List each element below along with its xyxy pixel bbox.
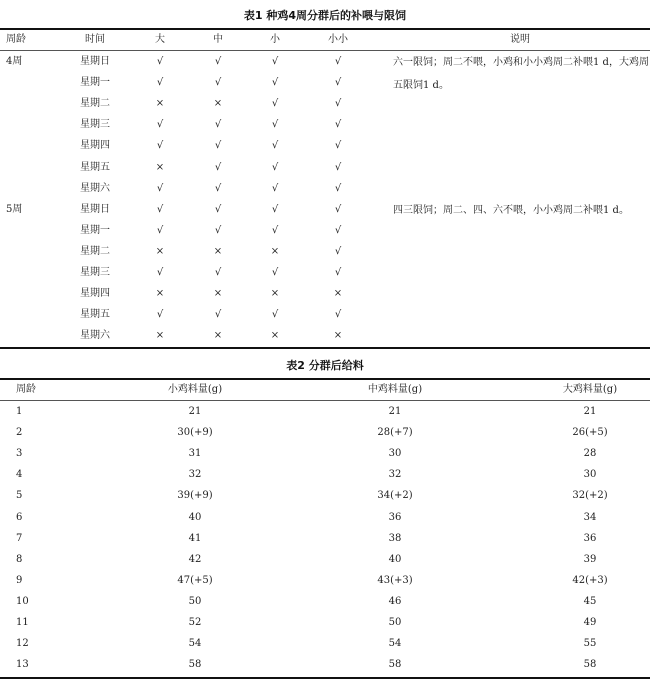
t2-cell-small: 42 <box>188 553 202 565</box>
t2-cell-large: 49 <box>583 617 597 628</box>
t2-cell-large: 21 <box>583 406 597 417</box>
table-row <box>0 591 650 613</box>
t1-cell-small: × <box>270 288 280 300</box>
table-row <box>0 464 650 486</box>
t1-cell-tiny: × <box>333 288 343 300</box>
t1-cell-small: √ <box>271 267 279 278</box>
t2-cell-small: 52 <box>188 617 202 628</box>
t1-cell-week <box>6 220 46 242</box>
t2-cell-week: 10 <box>16 595 29 607</box>
t1-cell-medium: × <box>213 330 223 342</box>
t1-cell-day: 星期四 <box>80 140 110 152</box>
t1-cell-small: √ <box>271 309 279 321</box>
t2-cell-large: 55 <box>583 638 597 650</box>
t2-cell-medium: 28(+7) <box>377 427 413 439</box>
t1-cell-large: × <box>155 245 165 257</box>
t1-cell-week <box>6 304 46 326</box>
t1-cell-small: √ <box>271 203 279 215</box>
t1-cell-medium: √ <box>214 140 222 152</box>
t1-cell-medium: √ <box>214 309 222 321</box>
t1-cell-medium: × <box>213 245 223 257</box>
table-row <box>0 283 650 305</box>
t1-header-tiny: 小小 <box>328 34 348 45</box>
table-row <box>0 507 650 529</box>
table-row <box>0 633 650 655</box>
t1-cell-week <box>6 93 46 115</box>
t1-cell-small: √ <box>271 56 279 67</box>
t1-cell-medium: × <box>213 288 223 300</box>
t1-header-week: 周龄 <box>6 34 26 45</box>
t1-cell-small: √ <box>271 182 279 194</box>
t1-cell-day: 星期一 <box>80 77 110 89</box>
t2-cell-medium: 36 <box>388 511 402 523</box>
t1-cell-medium: √ <box>214 56 222 67</box>
t1-cell-small: √ <box>271 224 279 236</box>
t1-header-medium: 中 <box>213 34 223 45</box>
t1-cell-medium: √ <box>214 182 222 194</box>
t1-cell-week <box>6 178 46 200</box>
t2-header-large: 大鸡料量(g) <box>562 384 618 395</box>
t2-cell-large: 32(+2) <box>572 490 608 502</box>
t2-cell-large: 26(+5) <box>572 427 608 439</box>
t2-cell-medium: 21 <box>388 406 402 417</box>
t1-cell-week <box>6 241 46 263</box>
t2-cell-small: 31 <box>188 448 202 460</box>
table1-header-row <box>0 29 650 51</box>
t2-cell-small: 30(+9) <box>177 427 213 439</box>
table1-bottom-rule <box>0 347 650 349</box>
table-row <box>0 485 650 507</box>
t2-cell-medium: 58 <box>388 659 402 671</box>
t1-cell-medium: √ <box>214 224 222 236</box>
t2-cell-medium: 46 <box>388 595 402 607</box>
t1-cell-large: √ <box>156 267 164 278</box>
t1-cell-week: 4周 <box>6 56 23 67</box>
t1-cell-small: × <box>270 245 280 257</box>
t1-cell-tiny: √ <box>334 119 342 131</box>
t1-cell-medium: √ <box>214 203 222 215</box>
t2-cell-week: 2 <box>16 427 23 439</box>
t1-cell-week <box>6 283 46 305</box>
t2-cell-medium: 32 <box>388 469 402 481</box>
table-row <box>0 157 650 179</box>
t2-cell-small: 54 <box>188 638 202 650</box>
table-row <box>0 401 650 423</box>
t2-cell-medium: 38 <box>388 532 402 544</box>
t1-cell-small: √ <box>271 161 279 173</box>
t2-cell-week: 5 <box>16 490 23 502</box>
t1-cell-day: 星期五 <box>80 309 110 321</box>
t2-cell-week: 1 <box>16 406 23 417</box>
t1-cell-medium: × <box>213 98 223 110</box>
t2-cell-medium: 50 <box>388 617 402 628</box>
t2-cell-week: 8 <box>16 553 23 565</box>
t2-cell-week: 9 <box>16 574 23 586</box>
t1-cell-day: 星期六 <box>80 330 110 342</box>
t1-cell-tiny: √ <box>334 203 342 215</box>
t2-cell-small: 21 <box>188 406 202 417</box>
t2-cell-large: 28 <box>583 448 597 460</box>
t1-cell-large: × <box>155 288 165 300</box>
t2-cell-week: 7 <box>16 532 23 544</box>
t1-cell-week <box>6 262 46 284</box>
t1-cell-tiny: √ <box>334 140 342 152</box>
t1-cell-large: √ <box>156 224 164 236</box>
t1-cell-tiny: × <box>333 330 343 342</box>
t2-cell-small: 41 <box>188 532 202 544</box>
t2-header-small: 小鸡料量(g) <box>167 384 223 395</box>
table2-caption: 表2 分群后给料 <box>286 359 364 372</box>
t1-cell-medium: √ <box>214 161 222 173</box>
table-row <box>0 325 650 347</box>
t1-cell-medium: √ <box>214 77 222 89</box>
table2-header-row <box>0 379 650 401</box>
table-row <box>0 241 650 263</box>
t1-cell-day: 星期六 <box>80 182 110 194</box>
t1-cell-tiny: √ <box>334 224 342 236</box>
table-row <box>0 262 650 284</box>
t1-cell-day: 星期二 <box>80 245 110 257</box>
table-row <box>0 135 650 157</box>
t2-cell-large: 42(+3) <box>572 574 608 586</box>
t1-cell-week <box>6 114 46 136</box>
t2-cell-large: 30 <box>583 469 597 481</box>
t1-cell-large: √ <box>156 309 164 321</box>
t1-header-day: 时间 <box>85 34 105 45</box>
t1-cell-small: × <box>270 330 280 342</box>
t1-cell-large: × <box>155 161 165 173</box>
t2-cell-small: 47(+5) <box>177 574 213 586</box>
t1-cell-week <box>6 325 46 347</box>
t1-cell-large: √ <box>156 140 164 152</box>
t1-cell-day: 星期三 <box>80 119 110 131</box>
t1-cell-tiny: √ <box>334 77 342 89</box>
table-row <box>0 422 650 444</box>
t1-cell-week <box>6 157 46 179</box>
t1-cell-tiny: √ <box>334 309 342 321</box>
table-row <box>0 178 650 200</box>
t1-note-week4: 六一限饲；周二不喂，小鸡和小小鸡周二补喂1 d，大鸡周五限饲1 d。 <box>393 57 649 91</box>
t2-header-medium: 中鸡料量(g) <box>367 384 423 395</box>
t1-cell-tiny: √ <box>334 98 342 110</box>
t1-cell-small: √ <box>271 119 279 131</box>
t2-cell-medium: 54 <box>388 638 402 650</box>
t2-cell-week: 12 <box>16 638 29 650</box>
t2-cell-medium: 34(+2) <box>377 490 413 502</box>
t1-cell-medium: √ <box>214 267 222 278</box>
t1-cell-day: 星期四 <box>80 288 110 300</box>
t2-cell-small: 32 <box>188 469 202 481</box>
t1-cell-day: 星期日 <box>80 203 110 215</box>
t2-cell-small: 50 <box>188 595 202 607</box>
t1-header-small: 小 <box>270 34 280 45</box>
t1-cell-medium: √ <box>214 119 222 131</box>
table-row <box>0 654 650 676</box>
t2-cell-large: 39 <box>583 553 597 565</box>
t2-cell-small: 40 <box>188 511 202 523</box>
t1-cell-large: √ <box>156 56 164 67</box>
t2-cell-week: 13 <box>16 659 29 671</box>
t1-cell-tiny: √ <box>334 56 342 67</box>
t1-cell-tiny: √ <box>334 245 342 257</box>
t1-cell-tiny: √ <box>334 161 342 173</box>
table-row <box>0 443 650 465</box>
t2-cell-week: 4 <box>16 469 23 481</box>
t2-cell-medium: 40 <box>388 553 402 565</box>
t1-cell-large: × <box>155 330 165 342</box>
t2-cell-large: 45 <box>583 595 597 607</box>
t1-cell-large: √ <box>156 77 164 89</box>
t1-cell-week <box>6 72 46 94</box>
t1-cell-week <box>6 135 46 157</box>
table-row <box>0 114 650 136</box>
t1-cell-small: √ <box>271 98 279 110</box>
t1-cell-day: 星期五 <box>80 161 110 173</box>
table-row <box>0 612 650 634</box>
t1-cell-small: √ <box>271 77 279 89</box>
t1-header-note: 说明 <box>510 34 530 45</box>
table-row <box>0 220 650 242</box>
t1-cell-day: 星期二 <box>80 98 110 110</box>
t1-cell-day: 星期一 <box>80 224 110 236</box>
t1-cell-day: 星期日 <box>80 56 110 67</box>
t1-cell-day: 星期三 <box>80 267 110 278</box>
table-row <box>0 528 650 550</box>
t1-cell-tiny: √ <box>334 182 342 194</box>
t2-cell-large: 34 <box>583 511 597 523</box>
t2-cell-week: 11 <box>16 617 29 628</box>
t2-header-week: 周龄 <box>16 384 36 395</box>
t1-cell-small: √ <box>271 140 279 152</box>
t2-cell-medium: 30 <box>388 448 402 460</box>
t1-header-large: 大 <box>155 34 165 45</box>
t2-cell-medium: 43(+3) <box>377 574 413 586</box>
t1-cell-tiny: √ <box>334 267 342 278</box>
t2-cell-small: 58 <box>188 659 202 671</box>
t2-cell-week: 3 <box>16 448 23 460</box>
t2-cell-large: 58 <box>583 659 597 671</box>
table-row <box>0 570 650 592</box>
table1-caption: 表1 种鸡4周分群后的补喂与限饲 <box>243 9 407 22</box>
t1-cell-large: × <box>155 98 165 110</box>
t2-cell-week: 6 <box>16 511 23 523</box>
t1-note-week5: 四三限饲；周二、四、六不喂，小小鸡周二补喂1 d。 <box>393 205 629 216</box>
table-row <box>0 304 650 326</box>
t2-cell-large: 36 <box>583 532 597 544</box>
t1-cell-large: √ <box>156 203 164 215</box>
t1-cell-week: 5周 <box>6 203 23 215</box>
t1-cell-large: √ <box>156 182 164 194</box>
table-row <box>0 549 650 571</box>
t1-cell-large: √ <box>156 119 164 131</box>
t2-cell-small: 39(+9) <box>177 490 213 502</box>
